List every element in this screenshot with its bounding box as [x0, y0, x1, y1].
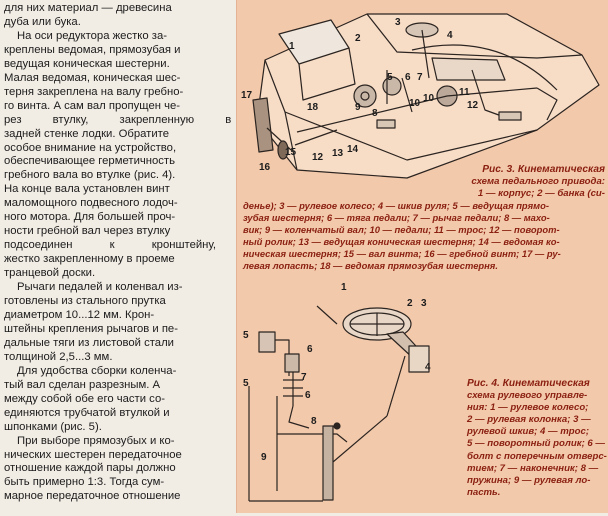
text-line: штейны крепления рычагов и пе- [4, 322, 178, 335]
text-line: диаметром 10...12 мм. Крон- [4, 308, 155, 321]
fig4-caption-line: тием; 7 — наконечник; 8 — [467, 462, 599, 474]
callout-17: 17 [241, 90, 253, 101]
paragraph-2 [4, 30, 232, 281]
fig3-caption-line: схема педального привода: [471, 176, 605, 188]
callout-15: 15 [285, 147, 297, 158]
fig4-caption [467, 378, 607, 499]
fig3-caption-line: ническая шестерня; 15 — вал винта; 16 — гребной винт; 17 — ру- [243, 248, 561, 260]
paragraph-3 [4, 281, 232, 365]
fig3-caption-line: вик; 9 — коленчатый вал; 10 — педали; 11 — трос; 12 — поворот- [243, 224, 560, 236]
text-line: быть примерно 1:3. Тогда сум- [4, 476, 165, 489]
text-line: единяются трубчатой втулкой и [4, 406, 170, 419]
callout-4: 4 [425, 362, 431, 373]
text-line: дуба или бука. [4, 15, 81, 28]
text-line: терня закреплена на валу гребно- [4, 85, 184, 98]
fig3-caption-line: денье); 3 — рулевое колесо; 4 — шкив руля; 5 — ведущая прямо- [243, 200, 549, 211]
callout-6a: 6 [307, 344, 313, 355]
text-line: обеспечивающее герметичность [4, 155, 175, 168]
fig4-caption-line: пружина; 9 — рулевая ло- [467, 474, 591, 486]
callout-8: 8 [311, 416, 317, 427]
callout-6b: 6 [305, 390, 311, 401]
callout-2: 2 [355, 33, 361, 44]
fig3-title: Рис. 3. Кинематическая [482, 164, 605, 175]
text-line: При выборе прямозубых и ко- [17, 434, 175, 447]
text-line: тый вал сделан разрезным. А [4, 378, 161, 391]
text-line: Рычаги педалей и коленвал из- [17, 281, 183, 294]
callout-7: 7 [417, 72, 423, 83]
callout-11: 11 [459, 87, 470, 98]
fig4-caption-line: ния: 1 — рулевое колесо; [467, 402, 589, 414]
text-line: толщиной 2,5...3 мм. [4, 350, 113, 363]
callout-10a: 10 [409, 98, 421, 109]
text-line: готовлены из стального прутка [4, 295, 166, 308]
figure-panel [236, 0, 608, 513]
article-text-column [4, 2, 232, 504]
fig4-callouts [237, 276, 467, 516]
text-line: между собой обе его части со- [4, 392, 166, 405]
callout-16: 16 [259, 162, 271, 173]
callout-10b: 10 [423, 93, 435, 104]
text-line: рез втулку, закрепленную в [4, 113, 232, 126]
paragraph-1 [4, 2, 232, 30]
text-line: жестко закрепленному в проеме [4, 253, 175, 266]
fig4-caption-line: пасть. [467, 486, 501, 498]
text-line: для них материал — древесина [4, 2, 172, 14]
fig4-title: Рис. 4. Кинематическая [467, 378, 590, 389]
paragraph-5 [4, 435, 232, 505]
fig3-caption-line: ный ролик; 13 — ведущая коническая шестерня; 14 — ведомая ко- [243, 236, 560, 248]
text-line: задней стенке лодки. Обратите [4, 127, 169, 140]
text-line: гребного вала во втулке (рис. 4). [4, 169, 176, 182]
callout-14: 14 [347, 144, 359, 155]
text-line: марное передаточное отношение [4, 490, 181, 503]
text-line: Для удобства сборки коленча- [17, 364, 177, 377]
text-line: нических шестерен передаточное [4, 448, 182, 461]
callout-6: 6 [405, 72, 411, 83]
callout-3: 3 [421, 298, 427, 309]
callout-18: 18 [307, 102, 319, 113]
callout-3: 3 [395, 17, 401, 28]
text-line: подсоединен к кронштейну, [4, 239, 217, 252]
text-line: дальные тяги из листовой стали [4, 336, 174, 349]
text-line: ного мотора. Для большей проч- [4, 211, 176, 224]
text-line: шпонками (рис. 5). [4, 420, 102, 433]
callout-1: 1 [341, 282, 347, 293]
callout-12b: 12 [312, 152, 324, 163]
fig3-caption-body [243, 200, 605, 273]
fig3-caption-line: зубая шестерня; 6 — тяга педали; 7 — рычаг педали; 8 — махо- [243, 212, 550, 224]
fig3-caption-line: 1 — корпус; 2 — банка (си- [477, 188, 605, 200]
text-line: маломощного подвесного лодоч- [4, 197, 178, 210]
text-line: транцевой доски. [4, 267, 96, 280]
text-line: го винта. А сам вал пропущен че- [4, 99, 181, 112]
callout-8: 8 [372, 108, 378, 119]
paragraph-4 [4, 365, 232, 435]
fig4-caption-line: рулевой шкив; 4 — трос; [467, 426, 590, 438]
text-line: На конце вала установлен винт [4, 183, 170, 196]
text-line: отношение каждой пары должно [4, 462, 176, 475]
callout-7: 7 [301, 372, 307, 383]
callout-12a: 12 [467, 100, 479, 111]
text-line: креплены ведомая, прямозубая и [4, 43, 181, 56]
callout-9: 9 [355, 102, 361, 113]
text-line: ведущая коническая шестерни. [4, 57, 170, 70]
fig4-caption-line: схема рулевого управле- [467, 390, 588, 402]
fig4-caption-line: 5 — поворотный ролик; 6 — [467, 438, 606, 450]
text-line: Малая ведомая, коническая шес- [4, 71, 181, 84]
callout-4: 4 [447, 30, 453, 41]
callout-5: 5 [387, 72, 393, 83]
callout-1: 1 [289, 41, 295, 52]
text-line: На оси редуктора жестко за- [17, 29, 167, 42]
fig4-caption-line: болт с поперечным отверс- [467, 450, 607, 462]
text-line: особое внимание на устройство, [4, 141, 177, 154]
text-line: ности гребной вал через втулку [4, 225, 171, 238]
callout-5b: 5 [243, 378, 249, 389]
fig4-caption-line: 2 — рулевая колонка; 3 — [467, 414, 591, 426]
callout-9: 9 [261, 452, 267, 463]
fig3-caption-line: левая лопасть; 18 — ведомая прямозубая шестерня. [243, 260, 498, 272]
callout-13: 13 [332, 148, 344, 159]
callout-5a: 5 [243, 330, 249, 341]
callout-2: 2 [407, 298, 413, 309]
fig3-caption [437, 164, 605, 200]
